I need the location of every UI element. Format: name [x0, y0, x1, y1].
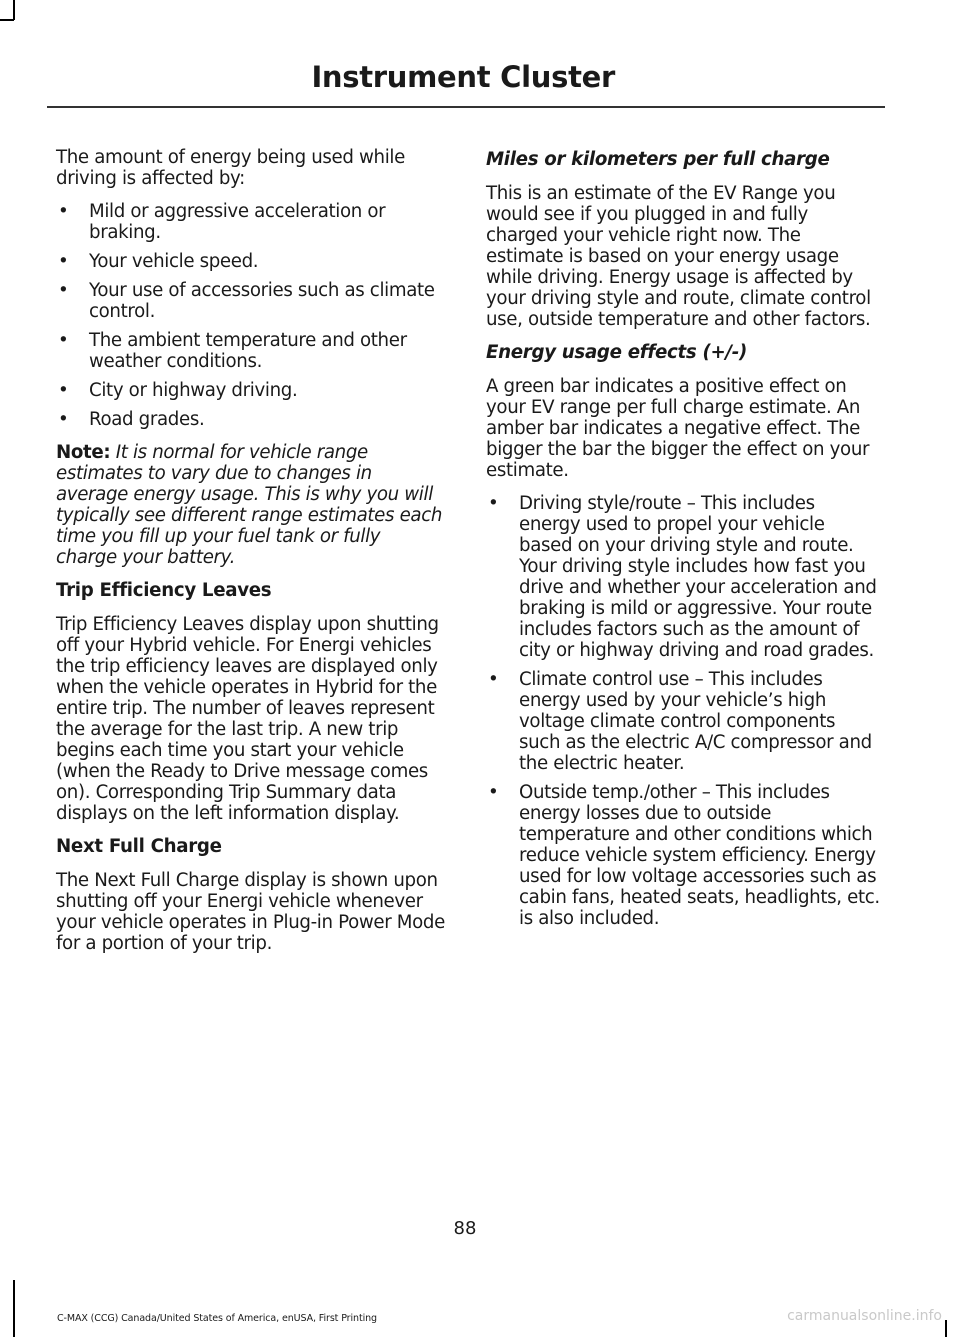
bullet-icon: • — [58, 251, 69, 272]
watermark: carmanualsonline.info — [787, 1308, 942, 1324]
crop-mark — [13, 1280, 15, 1337]
bullet-icon: • — [58, 201, 69, 222]
crop-mark — [945, 1320, 947, 1337]
intro-paragraph: The amount of energy being used while driving is affected by: — [56, 147, 405, 189]
document-footer: C-MAX (CCG) Canada/United States of America, enUSA, First Printing — [57, 1313, 377, 1324]
note-text: It is normal for vehicle range estimates to vary due to changes in average energy usage. This is why you will typically see different range estimates each time you fill up your fuel tank or fully charge your battery. — [56, 442, 443, 568]
crop-mark — [0, 19, 14, 21]
list-item: • Road grades. — [58, 409, 205, 430]
note-paragraph — [56, 442, 446, 568]
page-title: Instrument Cluster — [311, 60, 615, 94]
miles-per-charge-body: This is an estimate of the EV Range you would see if you plugged in and fully charged your vehicle right now. The estimate is based on your energy usage while driving. Energy usage is affected by your driving style and route, climate control use, outside temperature and other factors. — [486, 183, 871, 330]
list-item: • The ambient temperature and other weather conditions. — [58, 330, 407, 372]
trip-efficiency-body: Trip Efficiency Leaves display upon shutting off your Hybrid vehicle. For Energi vehicles the trip efficiency leaves are displayed only when the vehicle operates in Hybrid for the entire trip. The number of leaves represent the average for the last trip. A new trip begins each time you start your vehicle (when the Ready to Drive message comes on). Corresponding Trip Summary data displays on the left information display. — [56, 614, 439, 824]
list-item: • City or highway driving. — [58, 380, 298, 401]
list-item: • Mild or aggressive acceleration or braking. — [58, 201, 386, 243]
energy-effects-heading: Energy usage effects (+/-) — [486, 342, 747, 363]
bullet-icon: • — [488, 493, 499, 514]
trip-efficiency-heading: Trip Efficiency Leaves — [56, 580, 272, 601]
list-item: • Driving style/route – This includes energy used to propel your vehicle based on your driving style and route. Your driving style includes how fast you drive and whether your acceleration and braking is mild or aggressive. Your route includes factors such as the amount of city or highway driving and road grades. — [488, 493, 877, 661]
crop-mark — [13, 0, 15, 20]
bullet-icon: • — [58, 380, 69, 401]
list-item: • Climate control use – This includes energy used by your vehicle’s high voltage climate control components such as the electric A/C compressor and the electric heater. — [488, 669, 872, 774]
list-item: • Your vehicle speed. — [58, 251, 259, 272]
list-item: • Your use of accessories such as climate control. — [58, 280, 435, 322]
list-item: • Outside temp./other – This includes energy losses due to outside temperature and other conditions which reduce vehicle system efficiency. Energy used for low voltage accessories such as cabin fans, heated seats, headlights, etc. is also included. — [488, 782, 880, 929]
header-divider — [47, 106, 885, 108]
bullet-icon: • — [58, 280, 69, 301]
miles-per-charge-heading: Miles or kilometers per full charge — [486, 149, 830, 170]
energy-factors-list — [56, 201, 446, 430]
energy-effects-body: A green bar indicates a positive effect on your EV range per full charge estimate. An amber bar indicates a negative effect. The bigger the bar the bigger the effect on your estimate. — [486, 376, 870, 481]
bullet-icon: • — [488, 782, 499, 803]
energy-effects-list — [486, 493, 880, 929]
bullet-icon: • — [58, 409, 69, 430]
next-full-charge-heading: Next Full Charge — [56, 836, 222, 857]
note-label: Note: — [56, 442, 111, 463]
page-number: 88 — [453, 1218, 477, 1239]
left-column — [56, 147, 446, 966]
bullet-icon: • — [488, 669, 499, 690]
bullet-icon: • — [58, 330, 69, 351]
right-column — [486, 147, 880, 941]
next-full-charge-body: The Next Full Charge display is shown upon shutting off your Energi vehicle whenever your vehicle operates in Plug-in Power Mode for a portion of your trip. — [56, 870, 445, 954]
